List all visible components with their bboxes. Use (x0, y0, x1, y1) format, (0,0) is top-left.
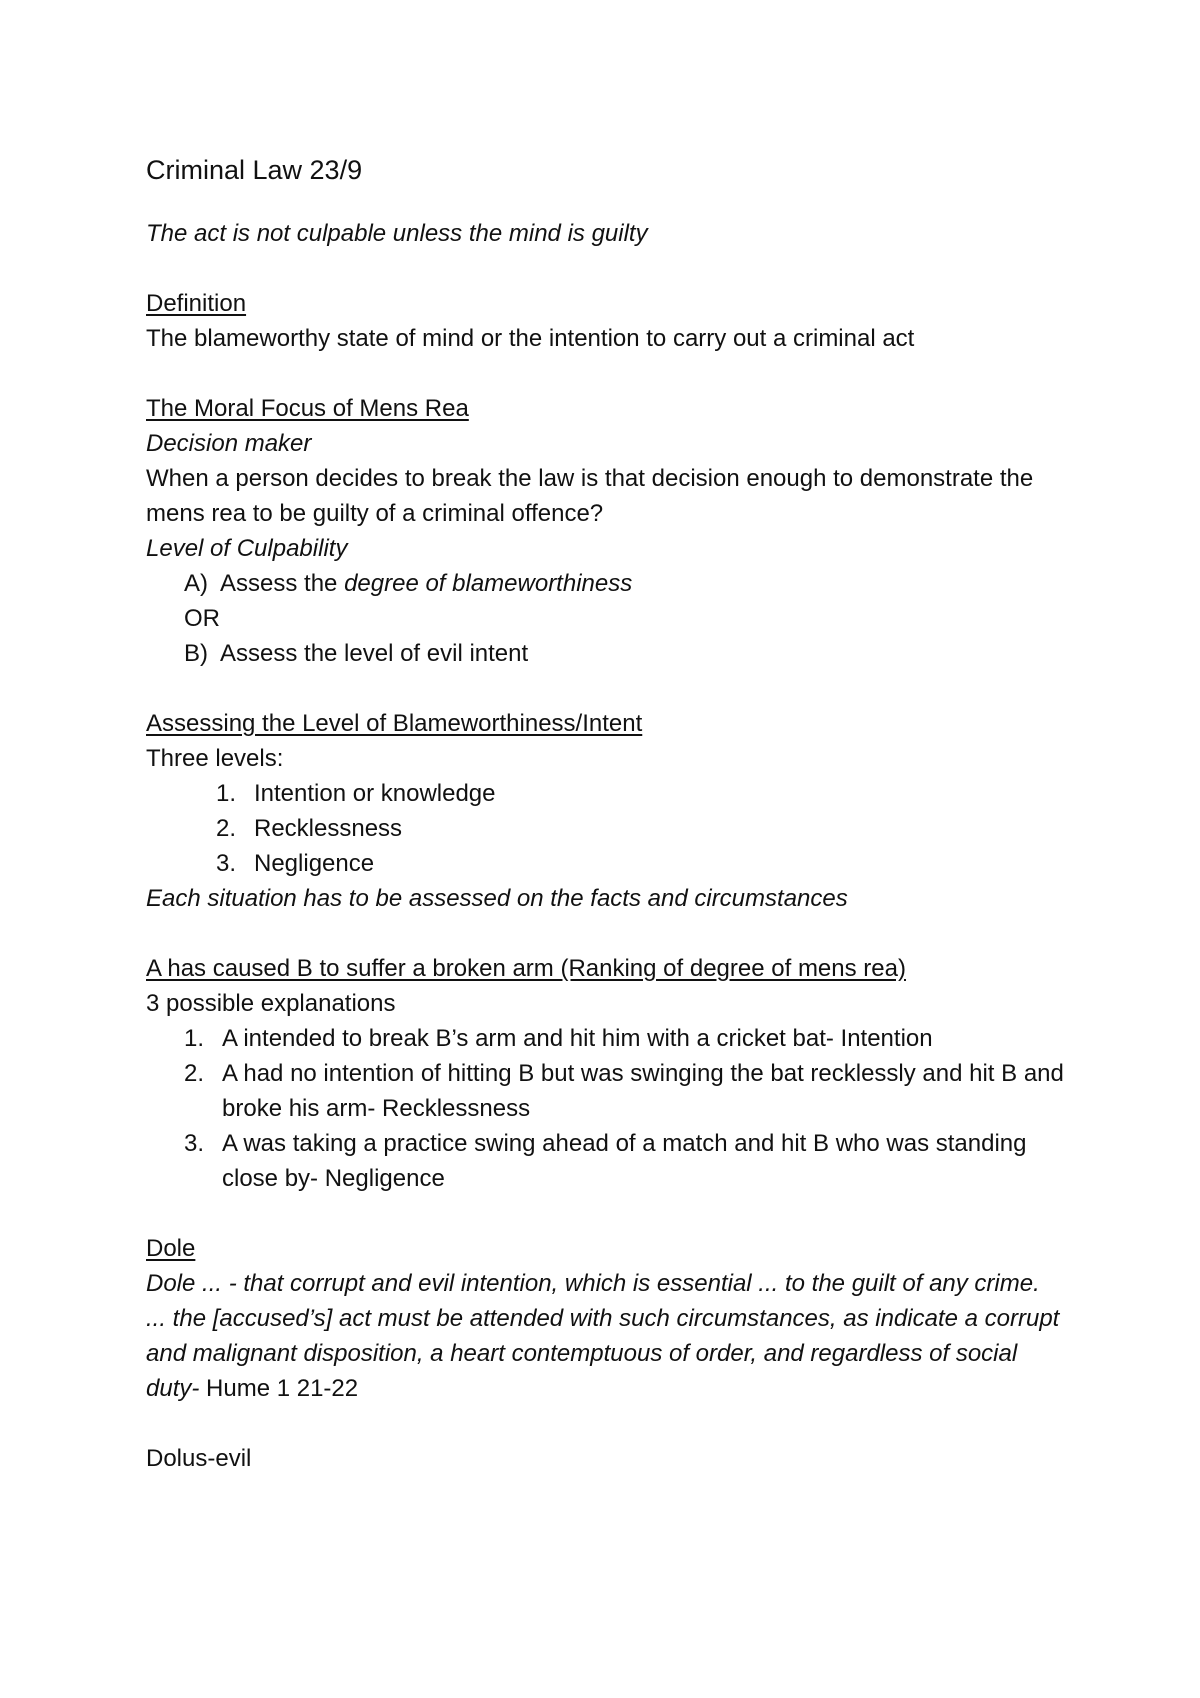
levels-intro: Three levels: (146, 745, 284, 772)
option-a (146, 566, 1066, 601)
levels-heading: Assessing the Level of Blameworthiness/Intent (146, 710, 643, 737)
list-item: 2. A had no intention of hitting B but was swinging the bat recklessly and hit B and broke his arm- Recklessness (184, 1060, 1064, 1122)
definition-heading: Definition (146, 290, 247, 317)
example-heading: A has caused B to suffer a broken arm (Ranking of degree of mens rea) (146, 955, 906, 982)
option-b (146, 636, 1066, 671)
dole-heading: Dole (146, 1235, 196, 1262)
levels-note: Each situation has to be assessed on the facts and circumstances (146, 885, 848, 912)
list-item: 1. Intention or knowledge (216, 780, 496, 807)
option-b-text: Assess the level of evil intent (220, 640, 529, 667)
definition-text: The blameworthy state of mind or the intention to carry out a criminal act (146, 325, 915, 352)
list-item: 3. A was taking a practice swing ahead of a match and hit B who was standing close by- Negligence (184, 1130, 1027, 1192)
option-a-label: A) (184, 570, 208, 597)
list-item: 2. Recklessness (216, 815, 403, 842)
document-content (146, 150, 1066, 1476)
culpability-subheading: Level of Culpability (146, 535, 348, 562)
dolus-text: Dolus-evil (146, 1445, 252, 1472)
list-item: 1. A intended to break B’s arm and hit him with a cricket bat- Intention (184, 1025, 933, 1052)
moral-focus-heading: The Moral Focus of Mens Rea (146, 395, 469, 422)
dole-quote: Dole ... - that corrupt and evil intention, which is essential ... to the guilt of any crime. ... the [accused’s] act must be attended with such circumstances, as indicate a corrupt and malignant disposition, a heart contemptuous of order, and regardless of social duty- Hume 1 21-22 (146, 1270, 1060, 1402)
list-item: 3. Negligence (216, 850, 375, 877)
option-or: OR (184, 605, 220, 632)
decision-maker-text: When a person decides to break the law is that decision enough to demonstrate the mens rea to be guilty of a criminal offence? (146, 465, 1034, 527)
maxim: The act is not culpable unless the mind is guilty (146, 220, 648, 247)
example-intro: 3 possible explanations (146, 990, 396, 1017)
option-a-text: Assess the degree of blameworthiness (220, 570, 633, 597)
option-b-label: B) (184, 640, 208, 667)
document-title: Criminal Law 23/9 (146, 155, 363, 185)
decision-maker-subheading: Decision maker (146, 430, 312, 457)
